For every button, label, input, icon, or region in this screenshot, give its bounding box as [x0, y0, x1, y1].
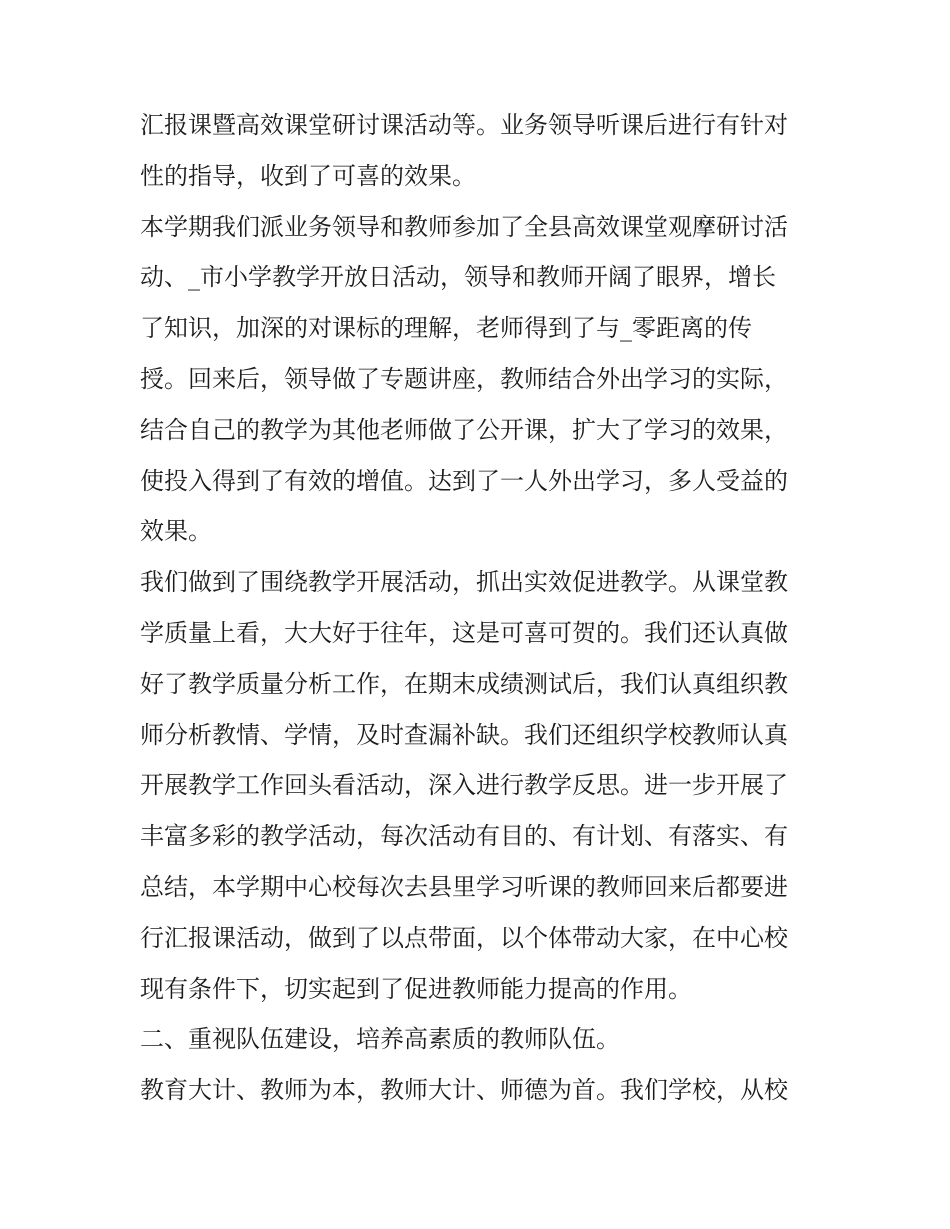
text-line: 使投入得到了有效的增值。达到了一人外出学习，多人受益的 [140, 466, 788, 495]
text-line: 好了教学质量分析工作，在期末成绩测试后，我们认真组织教 [140, 669, 788, 698]
text-line: 动、_市小学教学开放日活动，领导和教师开阔了眼界，增长 [140, 263, 776, 292]
text-line: 效果。 [140, 517, 212, 546]
text-line: 教育大计、教师为本，教师大计、师德为首。我们学校，从校 [140, 1076, 788, 1105]
text-line: 现有条件下，切实起到了促进教师能力提高的作用。 [140, 974, 692, 1003]
text-line: 行汇报课活动，做到了以点带面，以个体带动大家，在中心校 [140, 923, 788, 952]
text-line: 丰富多彩的教学活动，每次活动有目的、有计划、有落实、有 [140, 822, 788, 851]
text-line: 授。回来后，领导做了专题讲座，教师结合外出学习的实际， [140, 364, 788, 393]
text-line: 我们做到了围绕教学开展活动，抓出实效促进教学。从课堂教 [140, 568, 788, 597]
text-line: 总结，本学期中心校每次去县里学习听课的教师回来后都要进 [140, 872, 788, 901]
text-line: 性的指导，收到了可喜的效果。 [140, 161, 476, 190]
section-heading: 二、重视队伍建设，培养高素质的教师队伍。 [140, 1025, 620, 1054]
text-line: 学质量上看，大大好于往年，这是可喜可贺的。我们还认真做 [140, 618, 788, 647]
document-body [140, 100, 820, 1116]
text-line: 师分析教情、学情，及时查漏补缺。我们还组织学校教师认真 [140, 720, 788, 749]
text-line: 开展教学工作回头看活动，深入进行教学反思。进一步开展了 [140, 771, 788, 800]
text-line: 结合自己的教学为其他老师做了公开课，扩大了学习的效果， [140, 415, 788, 444]
text-line: 了知识，加深的对课标的理解，老师得到了与_零距离的传 [140, 314, 752, 343]
text-line: 汇报课暨高效课堂研讨课活动等。业务领导听课后进行有针对 [140, 111, 788, 139]
text-line: 本学期我们派业务领导和教师参加了全县高效课堂观摩研讨活 [140, 212, 788, 241]
